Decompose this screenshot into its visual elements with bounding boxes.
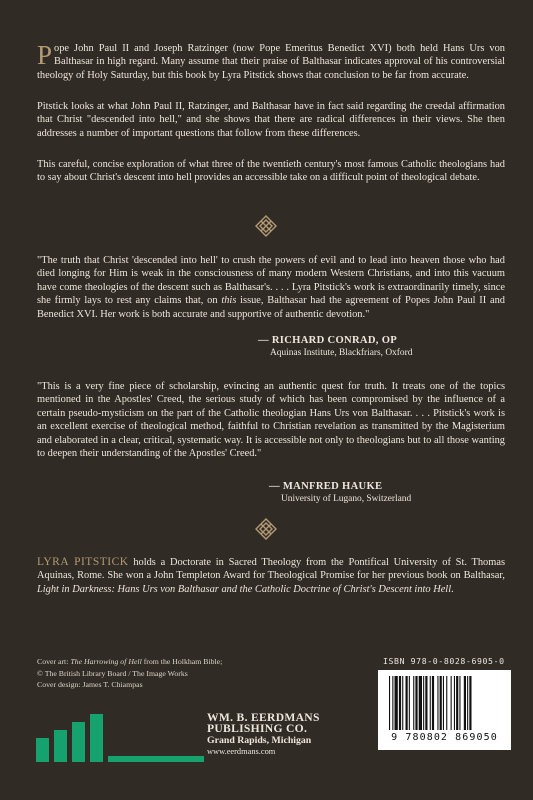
barcode-bar	[432, 676, 434, 730]
barcode-bar	[446, 676, 447, 730]
quote-richard-conrad: "The truth that Christ 'descended into hell' to crush the powers of evil and to lead into heaven those who had died longing for Him is weak in the consciousness of many modern Western Christians, and into this vacuum have come theologies of the descent such as Balthasar's. . . . Lyra Pitstick's work is extraordinarily timely, since she firmly lays to rest any claims that, on this issue, Balthasar had the agreement of Popes John Paul II and Benedict XVI. Her work is both accurate and supportive of authentic devotion."	[37, 255, 505, 320]
barcode-bar	[389, 676, 390, 730]
intro-paragraph-3: This careful, concise exploration of what three of the twentieth century's most famous Catholic theologians had to say about Christ's descent into hell provides an accessible take on a difficult point of theological debate.	[37, 159, 505, 184]
barcode-bar	[395, 676, 398, 730]
cover-credits	[37, 656, 222, 691]
barcode-bar	[413, 676, 414, 730]
book-title: Light in Darkness: Hans Urs von Balthasar and the Catholic Doctrine of Christ's Descent into Hell	[37, 583, 452, 595]
barcode-bar	[437, 676, 438, 730]
cover-art-credit: Cover art: The Harrowing of Hell from the Holkham Bible;	[37, 657, 223, 666]
barcode	[378, 670, 511, 750]
barcode-bar	[456, 676, 458, 730]
attribution-richard-conrad	[258, 334, 412, 360]
barcode-digits: 9 780802 869050	[391, 732, 498, 743]
publisher-url: www.eerdmans.com	[207, 747, 276, 757]
quote-manfred-hauke: "This is a very fine piece of scholarship, evincing an authentic quest for truth. It treats one of the topics mentioned in the Apostles' Creed, the serious study of which has been compromised by the influence of a certain pseudo-mysticism on the part of the Catholic theologian Hans Urs von Balthasar. . . . Pitstick's work is an excellent exercise of theological method, faithful to Christian revelation as transmitted by the Magisterium and elaborated in a clear, critical, systematic way. It is accessible not only to theologians but to all those wanting to deepen their understanding of the Apostles' Creed."	[37, 381, 505, 460]
barcode-bar	[425, 676, 427, 730]
author-bio: LYRA PITSTICK holds a Doctorate in Sacred Theology from the Pontifical University of St. Thomas Aquinas, Rome. She won a John Templeton Award for Theological Promise for her previous book on Balthasar, Light in Darkness: Hans Urs von Balthasar and the Catholic Doctrine of Christ's Descent into Hell.	[37, 556, 505, 595]
barcode-bar	[399, 676, 401, 730]
diamond-ornament-icon	[255, 518, 277, 540]
intro-paragraph-1: Pope John Paul II and Joseph Ratzinger (now Pope Emeritus Benedict XVI) both held Hans Urs von Balthasar in high regard. Many assume that their praise of Balthasar indicates approval of his controversial theology of Holy Saturday, but this book by Lyra Pitstick shows that conclusion to be far from accurate.	[37, 40, 505, 81]
barcode-bar	[464, 676, 466, 730]
barcode-bar	[430, 676, 431, 730]
barcode-bar	[440, 676, 442, 730]
attribution-affiliation: Aquinas Institute, Blackfriars, Oxford	[270, 348, 413, 358]
diamond-ornament-icon	[255, 215, 277, 237]
barcode-bar	[469, 676, 471, 730]
attribution-name: — MANFRED HAUKE	[269, 481, 383, 492]
barcode-bar	[443, 676, 444, 730]
intro-paragraph-2: Pitstick looks at what John Paul II, Ratzinger, and Balthasar have in fact said regarding the creedal affirmation that Christ "descended into hell," and she shows that there are radical differences in their views. She then addresses a number of important questions that follow from these differences.	[37, 101, 505, 139]
drop-cap: P	[37, 40, 53, 70]
barcode-bar	[409, 676, 410, 730]
attribution-affiliation: University of Lugano, Switzerland	[281, 494, 412, 504]
barcode-bar	[423, 676, 424, 730]
barcode-bar	[459, 676, 460, 730]
eerdmans-logo-icon	[36, 712, 204, 762]
design-credit: Cover design: James T. Chiampas	[37, 680, 143, 689]
isbn-label: ISBN 978-0-8028-6905-0	[383, 656, 505, 666]
attribution-manfred-hauke	[269, 480, 411, 506]
barcode-bar	[454, 676, 455, 730]
author-name: LYRA PITSTICK	[37, 556, 129, 568]
barcode-bar	[392, 676, 393, 730]
barcode-bar	[402, 676, 403, 730]
barcode-bars-icon	[389, 676, 500, 730]
copyright-credit: © The British Library Board / The Image Works	[37, 668, 188, 678]
publisher-imprint: WM. B. EERDMANS PUBLISHING CO. Grand Rapids, Michigan www.eerdmans.com	[207, 711, 320, 757]
barcode-bar	[406, 676, 408, 730]
barcode-bar	[415, 676, 417, 730]
attribution-name: — RICHARD CONRAD, OP	[258, 335, 398, 346]
barcode-bar	[419, 676, 422, 730]
barcode-bar	[451, 676, 452, 730]
barcode-bar	[467, 676, 468, 730]
